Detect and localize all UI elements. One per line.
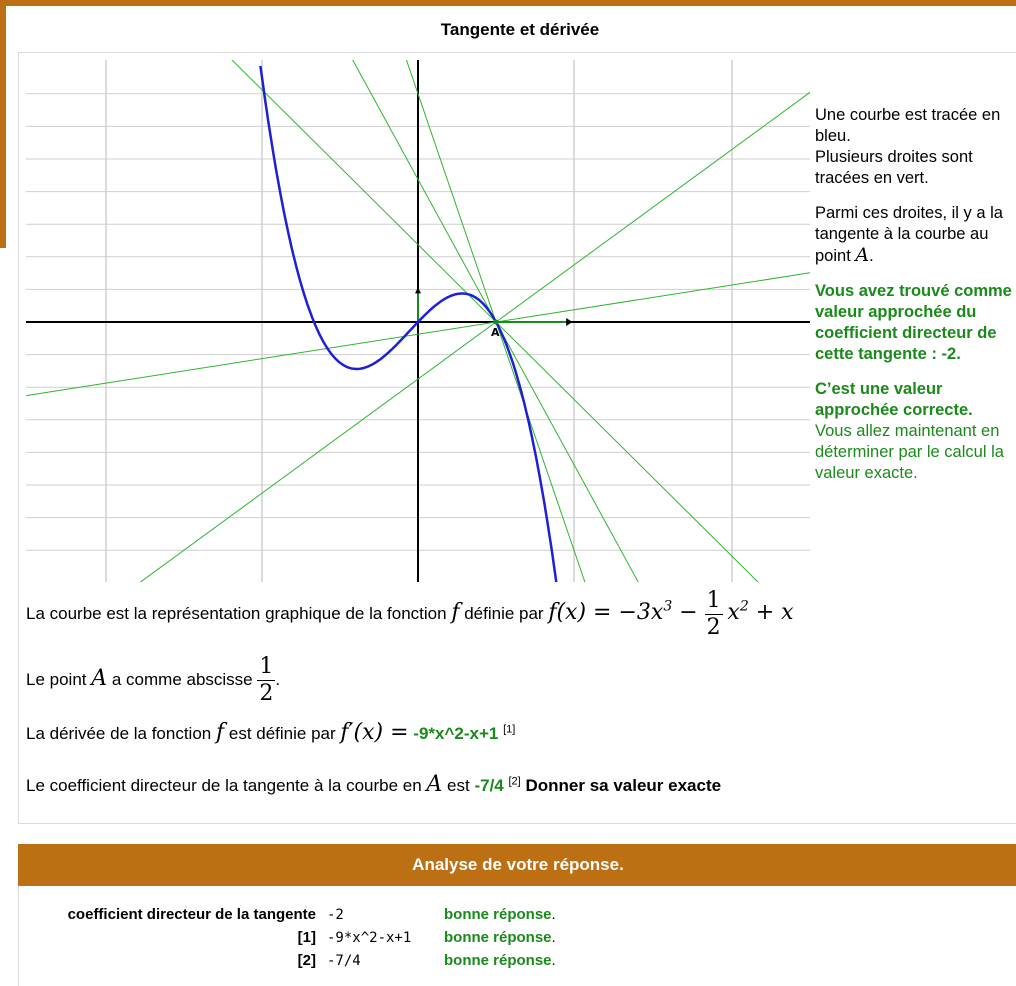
formula-fraction [705, 588, 723, 641]
tangent-vector-arrow [566, 318, 572, 326]
sidebar-text-lines: Plusieurs droites sont tracées en vert. [815, 148, 973, 187]
derivative-text: La dérivée de la fonction [26, 724, 212, 743]
point-a-dot [494, 320, 499, 325]
ref-2: [2] [508, 775, 521, 788]
blue-curve-path [260, 66, 556, 582]
point-text: Le point [26, 669, 87, 689]
point-a-graph-label: A [491, 326, 500, 339]
abscissa-text: a comme abscisse [111, 669, 253, 689]
sidebar-intro [815, 105, 1015, 189]
analysis-table [18, 886, 1016, 986]
slope-text: Le coefficient directeur de la tangente à la courbe en [26, 776, 422, 795]
sidebar-text-tangent: Parmi ces droites, il y a la tangente à la courbe au point [815, 204, 1003, 265]
formula-lhs: f(x) = −3x [548, 599, 664, 625]
function-name: f [451, 599, 460, 625]
derivative-definition-text: est définie par [228, 724, 336, 743]
sidebar-feedback-correct [815, 379, 1015, 484]
slope-point-a: A [426, 772, 443, 797]
analysis-result: bonne réponse. [444, 929, 556, 946]
formula-exp3: 3 [663, 598, 673, 615]
definition-word: définie par [464, 603, 544, 623]
unit-vector-arrow [415, 287, 421, 293]
exact-value-instruction: Donner sa valeur exacte [525, 776, 722, 795]
top-accent-bar [0, 0, 1016, 6]
function-definition-text: La courbe est la représentation graphique de la fonction [26, 603, 447, 623]
fraction-numerator: 1 [706, 588, 721, 613]
analysis-result: bonne réponse. [444, 906, 556, 923]
analysis-label: [1] [297, 929, 316, 946]
derivative-line [26, 720, 515, 745]
analysis-value: -2 [327, 907, 344, 923]
analysis-result: bonne réponse. [444, 952, 556, 969]
sidebar-next-step: Vous allez maintenant en déterminer par le calcul la valeur exacte. [815, 422, 1004, 482]
abscissa-numerator: 1 [259, 654, 274, 679]
function-graph [26, 60, 810, 582]
function-formula [548, 600, 704, 625]
slope-line [26, 772, 721, 797]
slope-answer[interactable]: -7/4 [474, 776, 504, 795]
point-abscissa-line: Le point A a comme abscisse $\frac{1}{2}$ . [26, 654, 281, 706]
point-a-label: A [855, 244, 870, 266]
derivative-answer[interactable]: -9*x^2-x+1 [413, 724, 499, 743]
function-definition-line [26, 588, 794, 641]
analysis-value: -7/4 [327, 953, 361, 969]
ref-1: [1] [503, 723, 516, 736]
abscissa-fraction [257, 654, 275, 707]
formula-tail [727, 600, 793, 625]
sidebar-text-curve: Une courbe est tracée en bleu. [815, 106, 1001, 145]
analysis-result-text: bonne réponse [444, 929, 552, 946]
derivative-lhs: f′(x) = [340, 720, 409, 745]
formula-x: x [727, 599, 740, 625]
formula-plus-x: + x [748, 599, 794, 625]
analysis-result-text: bonne réponse [444, 952, 552, 969]
analysis-label: coefficient directeur de la tangente [67, 906, 316, 923]
blue-curve [260, 66, 556, 582]
analysis-result-text: bonne réponse [444, 906, 552, 923]
sidebar-feedback-found: Vous avez trouvé comme valeur approchée du coefficient directeur de cette tangente : -2. [815, 282, 1012, 363]
fraction-denominator: 2 [706, 615, 721, 640]
formula-exp2: 2 [739, 598, 749, 615]
slope-est: est [447, 776, 470, 795]
sidebar-correct-text: C’est une valeur approchée correcte. [815, 380, 973, 419]
instructions-sidebar [815, 105, 1015, 498]
abscissa-denominator: 2 [259, 681, 274, 706]
analysis-label: [2] [297, 952, 316, 969]
sidebar-tangent: Parmi ces droites, il y a la tangente à la courbe au point A. [815, 204, 1003, 266]
point-a-symbol: A [91, 665, 108, 691]
page-title: Tangente et dérivée [440, 20, 600, 39]
derivative-function-name: f [215, 720, 225, 745]
formula-minus: − [672, 599, 705, 625]
analysis-value: -9*x^2-x+1 [327, 930, 412, 946]
analysis-header: Analyse de votre réponse. [18, 844, 1016, 886]
